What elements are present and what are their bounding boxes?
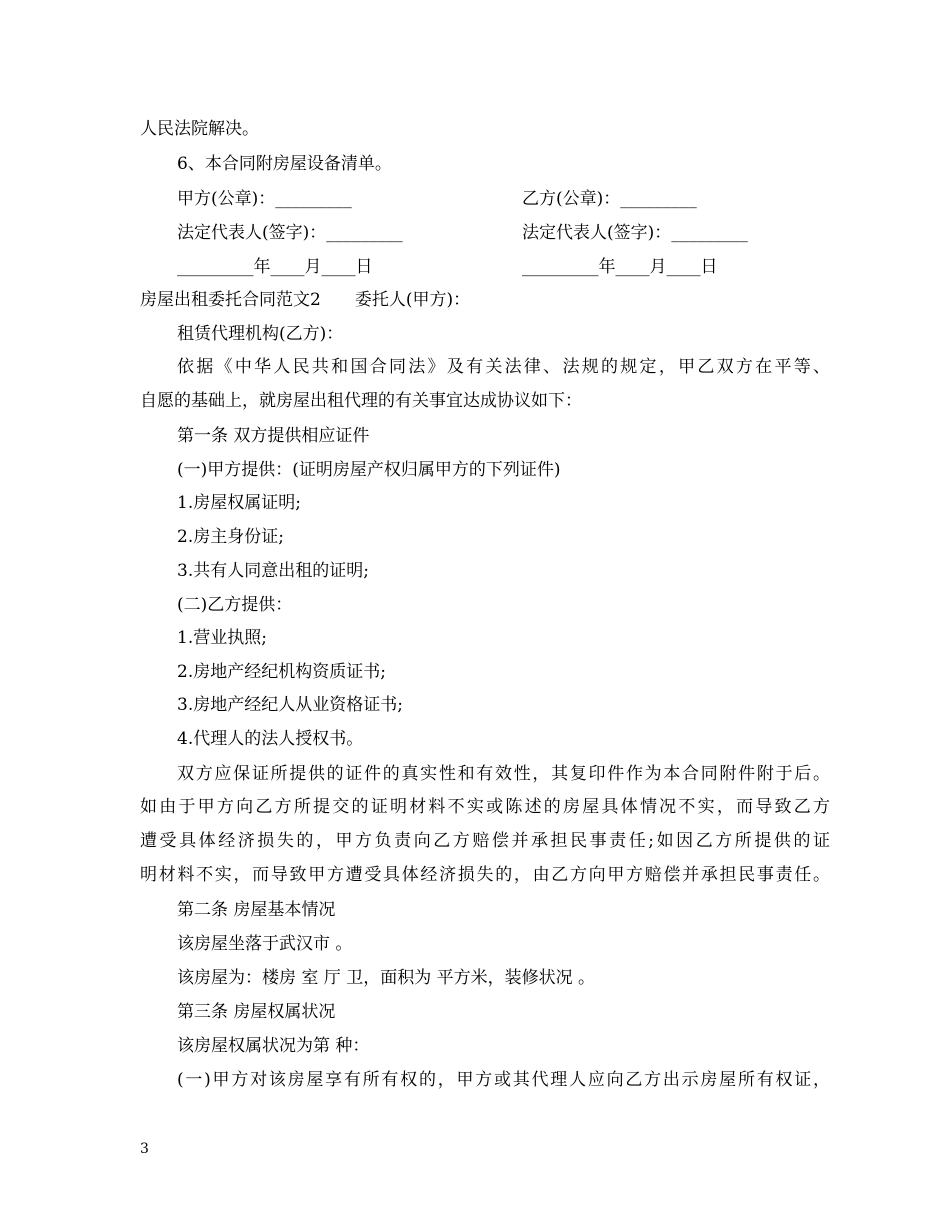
party-a-date: _________年____月____日 xyxy=(177,257,373,277)
text-line: 遭受具体经济损失的，甲方负责向乙方赔偿并承担民事责任;如因乙方所提供的证 xyxy=(140,831,830,851)
list-item: 1.营业执照; xyxy=(177,628,267,648)
text-line: 租赁代理机构(乙方)： xyxy=(177,324,344,344)
text-line: 如由于甲方向乙方所提交的证明材料不实或陈述的房屋具体情况不实，而导致乙方 xyxy=(140,797,830,817)
article-heading: 第二条 房屋基本情况 xyxy=(177,900,336,920)
list-item: 2.房主身份证; xyxy=(177,527,284,547)
text-line: 6、本合同附房屋设备清单。 xyxy=(177,154,392,174)
party-b-date: _________年____月____日 xyxy=(522,257,718,277)
section-title: 房屋出租委托合同范文2 委托人(甲方)： xyxy=(140,290,471,310)
text-line: 双方应保证所提供的证件的真实性和有效性，其复印件作为本合同附件附于后。 xyxy=(177,764,830,784)
text-line: (二)乙方提供： xyxy=(177,595,293,615)
list-item: 3.共有人同意出租的证明; xyxy=(177,561,369,581)
list-item: 4.代理人的法人授权书。 xyxy=(177,729,364,749)
article-heading: 第一条 双方提供相应证件 xyxy=(177,426,370,446)
party-a-representative: 法定代表人(签字)：_________ xyxy=(177,223,403,243)
article-heading: 第三条 房屋权属状况 xyxy=(177,1002,336,1022)
text-line: (一)甲方对该房屋享有所有权的，甲方或其代理人应向乙方出示房屋所有权证， xyxy=(177,1070,830,1090)
party-b-seal: 乙方(公章)：_________ xyxy=(522,189,697,209)
text-line: 该房屋为：楼房 室 厅 卫，面积为 平方米，装修状况 。 xyxy=(177,968,596,988)
text-line: 明材料不实，而导致甲方遭受具体经济损失的，由乙方向甲方赔偿并承担民事责任。 xyxy=(140,865,830,885)
page-number: 3 xyxy=(140,1141,149,1157)
text-line: 该房屋坐落于武汉市 。 xyxy=(177,934,353,954)
list-item: 3.房地产经纪人从业资格证书; xyxy=(177,695,403,715)
list-item: 2.房地产经纪机构资质证书; xyxy=(177,662,386,682)
text-line: (一)甲方提供：(证明房屋产权归属甲方的下列证件) xyxy=(177,460,561,480)
list-item: 1.房屋权属证明; xyxy=(177,493,301,513)
party-a-seal: 甲方(公章)：_________ xyxy=(177,189,352,209)
text-line: 自愿的基础上，就房屋出租代理的有关事宜达成协议如下： xyxy=(140,391,582,411)
text-line: 人民法院解决。 xyxy=(140,119,259,139)
text-line: 依据《中华人民共和国合同法》及有关法律、法规的规定，甲乙双方在平等、 xyxy=(177,357,830,377)
text-line: 该房屋权属状况为第 种： xyxy=(177,1036,370,1056)
party-b-representative: 法定代表人(签字)：_________ xyxy=(522,223,748,243)
